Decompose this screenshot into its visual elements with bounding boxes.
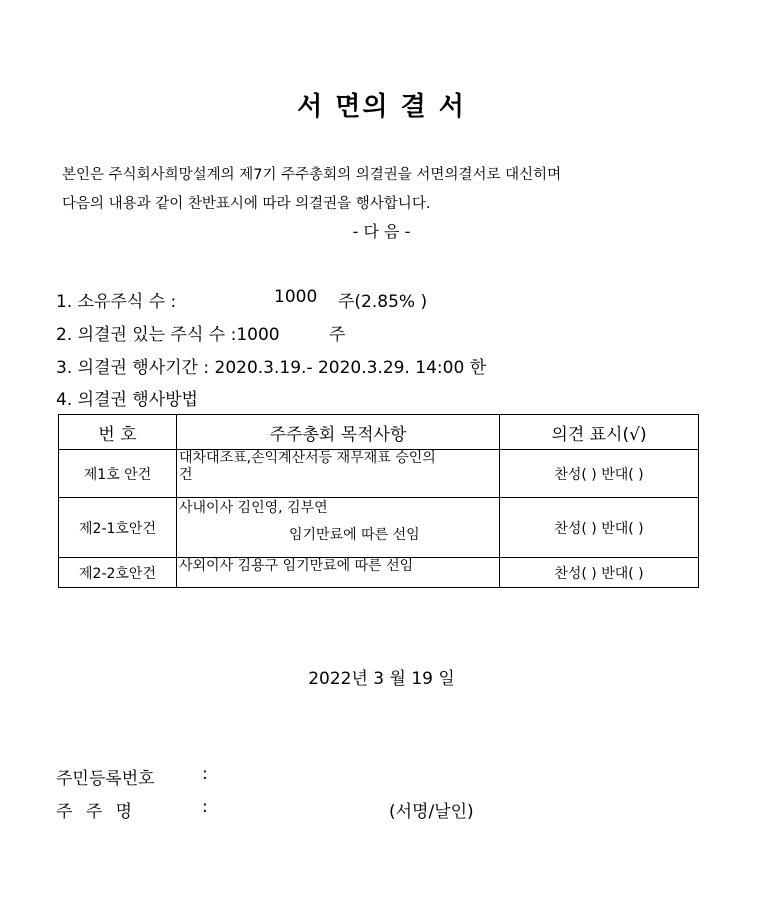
header-subject: 주주총회 목적사항 [177, 415, 500, 450]
voting-shares-unit: 주 [329, 325, 346, 345]
table-row [59, 450, 699, 498]
header-number: 번 호 [59, 415, 177, 450]
row-vote[interactable]: 찬성( ) 반대( ) [500, 558, 699, 588]
row-vote[interactable]: 찬성( ) 반대( ) [500, 498, 699, 558]
signature-field[interactable]: (서명/날인) [389, 802, 474, 822]
voting-method: 4. 의결권 행사방법 [56, 390, 198, 410]
table-row [59, 498, 699, 558]
shares-value: 1000 [274, 287, 318, 307]
row-subject-line: 대차대조표,손익계산서등 재무재표 승인의 [179, 450, 436, 466]
intro-line-1: 본인은 주식회사희망설계의 제7기 주주총회의 의결권을 서면의결서로 대신히며 [62, 167, 562, 183]
shareholder-name-label: 주 주 명 [56, 802, 133, 822]
row-number: 제1호 안건 [59, 450, 177, 498]
row-number: 제2-2호안건 [59, 558, 177, 588]
header-opinion: 의견 표시(√) [500, 415, 699, 450]
document-title: 서 면의 결 서 [297, 92, 466, 122]
row-subject-line: 사내이사 김인영, 김부연 [179, 500, 328, 516]
voting-shares-label: 2. 의결권 있는 주식 수 :1000 [56, 325, 280, 345]
row-subject [177, 450, 500, 498]
agenda-table [58, 414, 699, 588]
section-heading-dagum: - 다 음 - [352, 222, 411, 241]
resident-number-label: 주민등록번호 [56, 769, 155, 789]
row-subject-line: 사외이사 김용구 임기만료에 따른 선임 [179, 558, 414, 574]
shareholder-name-colon: : [202, 797, 208, 817]
resident-number-colon: : [202, 764, 208, 784]
intro-line-2: 다음의 내용과 같이 찬반표시에 따라 의결권을 행사합니다. [62, 196, 431, 212]
signing-date: 2022년 3 월 19 일 [308, 669, 455, 689]
voting-period: 3. 의결권 행사기간 : 2020.3.19.- 2020.3.29. 14:00 한 [56, 358, 487, 378]
row-vote[interactable]: 찬성( ) 반대( ) [500, 450, 699, 498]
row-subject-line: 임기만료에 따른 선임 [289, 527, 420, 543]
shares-unit: 주(2.85% ) [338, 292, 428, 312]
row-subject [177, 558, 500, 588]
table-header-row [59, 415, 699, 450]
row-subject-line: 건 [179, 467, 193, 483]
row-number: 제2-1호안건 [59, 498, 177, 558]
table-row [59, 558, 699, 588]
shares-label: 1. 소유주식 수 : [56, 292, 177, 312]
row-subject [177, 498, 500, 558]
